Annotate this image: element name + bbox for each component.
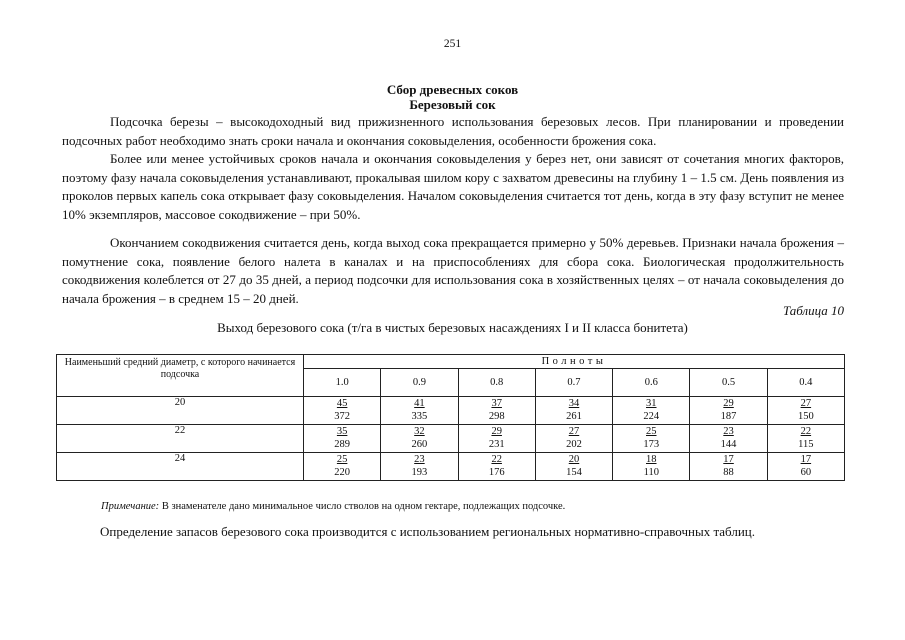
diameter-cell: 22 [57, 425, 304, 453]
stem-count-denominator: 220 [304, 466, 381, 481]
stem-count-denominator: 298 [458, 410, 535, 425]
stem-count-denominator: 144 [690, 438, 767, 453]
yield-numerator: 34 [535, 397, 612, 411]
stem-count-denominator: 335 [381, 410, 458, 425]
yield-numerator: 17 [767, 453, 844, 467]
yield-numerator: 27 [767, 397, 844, 411]
page-number: 251 [443, 38, 462, 50]
section-heading: Сбор древесных соков [386, 82, 519, 97]
stem-count-denominator: 150 [767, 410, 844, 425]
note-text: В знаменателе дано минимальное число стволов на одном гектаре, подлежащих подсочке. [159, 501, 566, 512]
yield-numerator: 22 [767, 425, 844, 439]
yield-numerator: 25 [613, 425, 690, 439]
subsection-heading: Березовый сок [409, 97, 496, 112]
yield-numerator: 20 [535, 453, 612, 467]
stem-count-denominator: 187 [690, 410, 767, 425]
density-value: 0.7 [535, 369, 612, 397]
header-diameter: Наименьший средний диаметр, с которого начинается подсочка [57, 355, 304, 397]
density-value: 0.6 [613, 369, 690, 397]
yield-numerator: 25 [304, 453, 381, 467]
yield-numerator: 41 [381, 397, 458, 411]
stem-count-denominator: 224 [613, 410, 690, 425]
yield-numerator: 23 [381, 453, 458, 467]
paragraph-3: Окончанием сокодвижения считается день, когда выход сока прекращается примерно у 50% деревьев. Признаки начала брожения – помутнение сока, появление белого налета в каналах и на приспособлениях для сбора сока. Биологическая продолжительность сокодвижения колеблется от 27 до 35 дней, а период подсочки для использования сока в хозяйственных целях – от начала соковыделения до начала брожения – в среднем 15 – 20 дней. [62, 235, 844, 306]
sap-yield-table [56, 354, 845, 481]
yield-numerator: 29 [458, 425, 535, 439]
table-row [57, 453, 845, 467]
stem-count-denominator: 173 [613, 438, 690, 453]
density-value: 1.0 [304, 369, 381, 397]
stem-count-denominator: 193 [381, 466, 458, 481]
diameter-cell: 20 [57, 397, 304, 425]
stem-count-denominator: 231 [458, 438, 535, 453]
table-row [57, 425, 845, 439]
stem-count-denominator: 176 [458, 466, 535, 481]
yield-numerator: 37 [458, 397, 535, 411]
stem-count-denominator: 60 [767, 466, 844, 481]
density-value: 0.4 [767, 369, 844, 397]
stem-count-denominator: 88 [690, 466, 767, 481]
yield-numerator: 17 [690, 453, 767, 467]
stem-count-denominator: 115 [767, 438, 844, 453]
density-value: 0.5 [690, 369, 767, 397]
paragraph-2: Более или менее устойчивых сроков начала и окончания соковыделения у берез нет, они зависят от сочетания многих факторов, поэтому фазу начала соковыделения устанавливают, прокалывая шилом кору с захватом древесины на глубину 1 – 1.5 см. День появления из проколов первых капель сока открывает фазу соковыделения. Началом соковыделения считается тот день, когда в эту фазу вступит не менее 10% экземпляров, массовое сокодвижение – при 50%. [62, 151, 844, 222]
note-label: Примечание: [101, 501, 160, 512]
table-note [101, 501, 565, 512]
yield-numerator: 45 [304, 397, 381, 411]
stem-count-denominator: 372 [304, 410, 381, 425]
closing-paragraph: Определение запасов березового сока производится с использованием региональных нормативно-справочных таблиц. [100, 524, 755, 539]
header-density: Полноты [304, 355, 845, 369]
density-value: 0.8 [458, 369, 535, 397]
yield-numerator: 29 [690, 397, 767, 411]
table-title: Выход березового сока (т/га в чистых березовых насаждениях I и II класса бонитета) [217, 320, 688, 335]
table-row [57, 397, 845, 411]
table-label: Таблица 10 [782, 303, 844, 318]
stem-count-denominator: 261 [535, 410, 612, 425]
yield-numerator: 32 [381, 425, 458, 439]
stem-count-denominator: 110 [613, 466, 690, 481]
yield-numerator: 31 [613, 397, 690, 411]
stem-count-denominator: 154 [535, 466, 612, 481]
yield-numerator: 35 [304, 425, 381, 439]
yield-numerator: 18 [613, 453, 690, 467]
yield-numerator: 23 [690, 425, 767, 439]
yield-numerator: 22 [458, 453, 535, 467]
stem-count-denominator: 289 [304, 438, 381, 453]
density-value: 0.9 [381, 369, 458, 397]
stem-count-denominator: 202 [535, 438, 612, 453]
diameter-cell: 24 [57, 453, 304, 481]
yield-numerator: 27 [535, 425, 612, 439]
stem-count-denominator: 260 [381, 438, 458, 453]
paragraph-1: Подсочка березы – высокодоходный вид прижизненного использования березовых лесов. При планировании и проведении подсочных работ необходимо знать сроки начала и окончания соковыделения, особенности брожения сока. [62, 114, 844, 148]
